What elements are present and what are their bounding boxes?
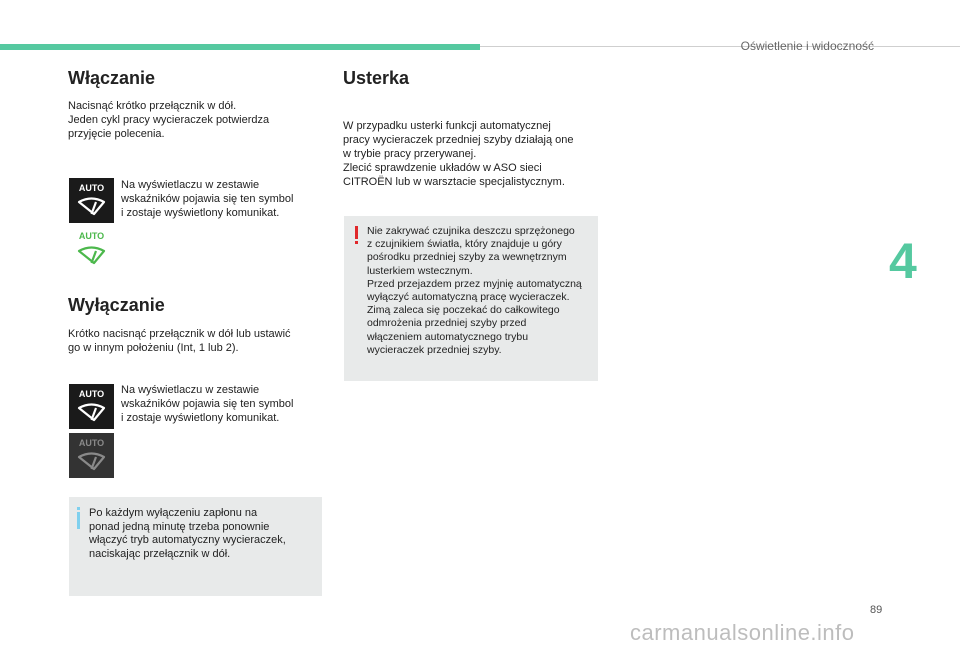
heading-fault: Usterka	[343, 68, 410, 88]
auto-wiper-icon	[69, 178, 114, 223]
warning-icon	[355, 226, 358, 239]
svg-text:AUTO: AUTO	[78, 183, 105, 193]
info-icon	[77, 507, 80, 510]
section-title: Oświetlenie i widoczność	[740, 39, 874, 53]
on-paragraph: Nacisnąć krótko przełącznik w dół. Jeden cykl pracy wycieraczek potwierdza przyjęcie polecenia.	[68, 100, 270, 140]
warning-icon-dot	[355, 241, 358, 244]
on-display-paragraph: Na wyświetlaczu w zestawie wskaźników pojawia się ten symbol i zostaje wyświetlony komunikat.	[121, 179, 294, 219]
warning-note-text: Nie zakrywać czujnika deszczu sprzężonego z czujnikiem światła, który znajduje u góry pośrodku przedniej szyby za wewnętrznym lusterkiem wstecznym. Przed przejazdem przez myjnię automatyczną wyłączyć automatyczną pracę wycieraczek. Zimą zaleca się poczekać do całkowitego odmrożenia przedniej szyby przed włączeniem automatycznego trybu wycieraczek przedniej szyby.	[367, 225, 582, 356]
info-icon-bar	[77, 512, 80, 529]
heading-on: Włączanie	[68, 68, 156, 88]
chapter-number: 4	[889, 233, 917, 289]
header-rule	[480, 46, 960, 47]
watermark: carmanualsonline.info	[630, 620, 855, 645]
page-number: 89	[870, 604, 883, 616]
fault-paragraph: W przypadku usterki funkcji automatycznej pracy wycieraczek przedniej szyby działają one w trybie pracy przerywanej. Zlecić sprawdzenie układów w ASO sieci CITROËN lub w warsztacie specjalistycznym.	[343, 120, 574, 188]
accent-bar	[0, 44, 480, 50]
off-paragraph: Krótko nacisnąć przełącznik w dół lub ustawić go w innym położeniu (Int, 1 lub 2).	[68, 328, 291, 354]
auto-wiper-icon	[69, 384, 114, 429]
auto-wiper-icon-green	[69, 227, 114, 272]
heading-off: Wyłączanie	[68, 295, 165, 315]
auto-wiper-off-icon	[69, 433, 114, 478]
svg-text:AUTO: AUTO	[78, 438, 105, 448]
svg-text:AUTO: AUTO	[78, 389, 105, 399]
info-note-text: Po każdym wyłączeniu zapłonu na ponad jedną minutę trzeba ponownie włączyć tryb automatyczny wycieraczek, naciskając przełącznik w dół.	[89, 507, 286, 560]
svg-text:AUTO: AUTO	[78, 231, 105, 241]
off-display-paragraph: Na wyświetlaczu w zestawie wskaźników pojawia się ten symbol i zostaje wyświetlony komunikat.	[121, 384, 294, 424]
